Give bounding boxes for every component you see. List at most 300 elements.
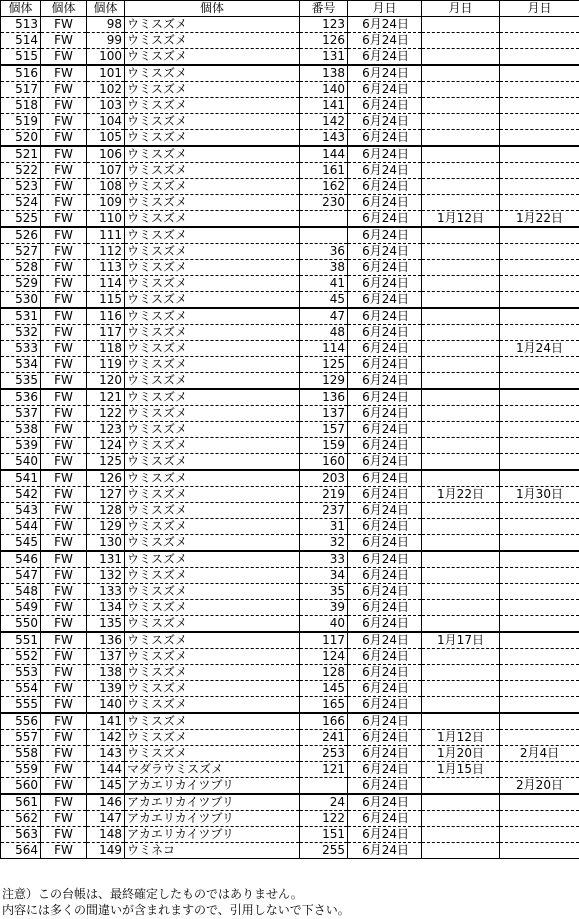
row-date-1: 6月24日: [348, 308, 422, 325]
row-date-1: 6月24日: [348, 114, 422, 130]
row-number: 109: [87, 195, 125, 211]
row-code: FW: [41, 730, 87, 746]
row-code: FW: [41, 292, 87, 309]
row-number: 101: [87, 65, 125, 82]
table-row: [1, 454, 579, 471]
row-date-3: [500, 325, 579, 341]
row-code: FW: [41, 519, 87, 535]
row-date-1: 6月24日: [348, 373, 422, 390]
row-species: ウミスズメ: [125, 211, 300, 228]
row-id: 518: [1, 98, 41, 114]
row-band: 219: [300, 487, 348, 503]
row-id: 527: [1, 244, 41, 260]
row-band: 241: [300, 730, 348, 746]
row-number: 121: [87, 389, 125, 406]
row-id: 554: [1, 681, 41, 697]
row-date-2: [422, 713, 500, 730]
row-code: FW: [41, 632, 87, 649]
row-code: FW: [41, 211, 87, 228]
header-date-3: 月日: [500, 1, 579, 17]
row-date-1: 6月24日: [348, 811, 422, 827]
row-date-3: 1月22日: [500, 211, 579, 228]
row-id: 547: [1, 568, 41, 584]
table-row: [1, 146, 579, 163]
row-band: 151: [300, 827, 348, 843]
row-id: 526: [1, 227, 41, 244]
row-species: ウミスズメ: [125, 146, 300, 163]
row-date-3: [500, 632, 579, 649]
row-number: 141: [87, 713, 125, 730]
row-number: 126: [87, 470, 125, 487]
row-date-3: [500, 260, 579, 276]
row-date-3: [500, 584, 579, 600]
row-species: ウミスズメ: [125, 49, 300, 66]
row-date-3: [500, 730, 579, 746]
table-row: [1, 33, 579, 49]
row-number: 132: [87, 568, 125, 584]
row-id: 563: [1, 827, 41, 843]
row-species: アカエリカイツブリ: [125, 811, 300, 827]
row-date-1: 6月24日: [348, 762, 422, 778]
row-band: 166: [300, 713, 348, 730]
row-id: 560: [1, 778, 41, 795]
row-date-2: [422, 778, 500, 795]
table-row: [1, 551, 579, 568]
row-date-3: [500, 616, 579, 633]
row-band: 40: [300, 616, 348, 633]
row-date-2: [422, 827, 500, 843]
row-band: 162: [300, 179, 348, 195]
table-row: [1, 503, 579, 519]
table-row: [1, 487, 579, 503]
row-code: FW: [41, 600, 87, 616]
row-date-3: [500, 568, 579, 584]
table-row: [1, 778, 579, 795]
row-date-1: 6月24日: [348, 406, 422, 422]
row-band: 36: [300, 244, 348, 260]
row-date-1: 6月24日: [348, 195, 422, 211]
row-number: 140: [87, 697, 125, 714]
row-date-1: 6月24日: [348, 600, 422, 616]
row-id: 539: [1, 438, 41, 454]
row-id: 531: [1, 308, 41, 325]
row-species: ウミネコ: [125, 843, 300, 859]
row-id: 564: [1, 843, 41, 859]
row-number: 102: [87, 82, 125, 98]
row-species: アカエリカイツブリ: [125, 827, 300, 843]
row-date-1: 6月24日: [348, 487, 422, 503]
row-id: 528: [1, 260, 41, 276]
row-band: 117: [300, 632, 348, 649]
row-code: FW: [41, 82, 87, 98]
row-date-2: [422, 551, 500, 568]
row-id: 544: [1, 519, 41, 535]
row-id: 558: [1, 746, 41, 762]
row-number: 138: [87, 665, 125, 681]
row-date-3: [500, 665, 579, 681]
row-date-1: 6月24日: [348, 681, 422, 697]
row-number: 115: [87, 292, 125, 309]
row-date-2: [422, 389, 500, 406]
row-id: 548: [1, 584, 41, 600]
row-date-1: 6月24日: [348, 551, 422, 568]
row-id: 553: [1, 665, 41, 681]
table-row: [1, 762, 579, 778]
row-band: 126: [300, 33, 348, 49]
row-band: 230: [300, 195, 348, 211]
row-code: FW: [41, 470, 87, 487]
row-species: ウミスズメ: [125, 730, 300, 746]
row-date-2: [422, 163, 500, 179]
table-row: [1, 130, 579, 147]
row-date-1: 6月24日: [348, 843, 422, 859]
table-row: [1, 730, 579, 746]
row-date-2: [422, 33, 500, 49]
row-species: ウミスズメ: [125, 179, 300, 195]
header-species: 個体: [125, 1, 300, 17]
row-species: ウミスズメ: [125, 665, 300, 681]
row-code: FW: [41, 811, 87, 827]
row-date-2: [422, 146, 500, 163]
row-species: ウミスズメ: [125, 292, 300, 309]
row-date-2: [422, 82, 500, 98]
row-id: 546: [1, 551, 41, 568]
header-row: [1, 1, 579, 17]
row-species: ウミスズメ: [125, 470, 300, 487]
header-number: 個体: [87, 1, 125, 17]
row-date-2: [422, 357, 500, 373]
row-date-1: 6月24日: [348, 276, 422, 292]
row-date-1: 6月24日: [348, 519, 422, 535]
row-band: 33: [300, 551, 348, 568]
row-species: ウミスズメ: [125, 632, 300, 649]
row-date-3: [500, 827, 579, 843]
row-date-3: 2月20日: [500, 778, 579, 795]
row-date-3: [500, 130, 579, 147]
row-id: 533: [1, 341, 41, 357]
row-species: ウミスズメ: [125, 519, 300, 535]
row-code: FW: [41, 681, 87, 697]
row-date-2: 1月20日: [422, 746, 500, 762]
row-date-3: [500, 649, 579, 665]
row-date-1: 6月24日: [348, 130, 422, 147]
row-species: ウミスズメ: [125, 584, 300, 600]
table-row: [1, 276, 579, 292]
row-code: FW: [41, 827, 87, 843]
row-id: 543: [1, 503, 41, 519]
row-species: ウミスズメ: [125, 600, 300, 616]
row-code: FW: [41, 778, 87, 795]
row-date-2: [422, 195, 500, 211]
row-code: FW: [41, 535, 87, 552]
header-code: 個体: [41, 1, 87, 17]
row-id: 532: [1, 325, 41, 341]
row-date-1: 6月24日: [348, 292, 422, 309]
table-row: [1, 600, 579, 616]
row-species: ウミスズメ: [125, 130, 300, 147]
row-date-3: [500, 357, 579, 373]
row-id: 557: [1, 730, 41, 746]
table-row: [1, 163, 579, 179]
row-date-3: [500, 843, 579, 859]
table-row: [1, 389, 579, 406]
row-species: ウミスズメ: [125, 535, 300, 552]
row-number: 100: [87, 49, 125, 66]
row-id: 545: [1, 535, 41, 552]
row-id: 521: [1, 146, 41, 163]
row-date-1: 6月24日: [348, 746, 422, 762]
row-id: 562: [1, 811, 41, 827]
row-date-1: 6月24日: [348, 341, 422, 357]
row-number: 105: [87, 130, 125, 147]
row-band: 141: [300, 98, 348, 114]
table-row: [1, 794, 579, 811]
row-band: 122: [300, 811, 348, 827]
row-date-2: [422, 260, 500, 276]
row-number: 99: [87, 33, 125, 49]
row-species: ウミスズメ: [125, 163, 300, 179]
row-id: 537: [1, 406, 41, 422]
row-number: 135: [87, 616, 125, 633]
row-date-1: 6月24日: [348, 697, 422, 714]
row-number: 128: [87, 503, 125, 519]
row-number: 130: [87, 535, 125, 552]
row-number: 107: [87, 163, 125, 179]
table-row: [1, 98, 579, 114]
row-species: ウミスズメ: [125, 65, 300, 82]
row-id: 551: [1, 632, 41, 649]
table-row: [1, 227, 579, 244]
row-band: 140: [300, 82, 348, 98]
row-date-3: [500, 697, 579, 714]
row-species: ウミスズメ: [125, 406, 300, 422]
row-band: 137: [300, 406, 348, 422]
row-code: FW: [41, 49, 87, 66]
row-date-1: 6月24日: [348, 454, 422, 471]
row-band: 131: [300, 49, 348, 66]
table-row: [1, 195, 579, 211]
table-row: [1, 406, 579, 422]
row-number: 142: [87, 730, 125, 746]
table-row: [1, 341, 579, 357]
table-row: [1, 665, 579, 681]
row-date-3: [500, 49, 579, 66]
row-code: FW: [41, 276, 87, 292]
row-id: 559: [1, 762, 41, 778]
row-number: 119: [87, 357, 125, 373]
row-id: 515: [1, 49, 41, 66]
row-species: ウミスズメ: [125, 33, 300, 49]
row-code: FW: [41, 584, 87, 600]
row-id: 534: [1, 357, 41, 373]
row-id: 540: [1, 454, 41, 471]
row-band: 24: [300, 794, 348, 811]
row-date-2: [422, 308, 500, 325]
row-date-2: [422, 114, 500, 130]
row-code: FW: [41, 843, 87, 859]
row-band: [300, 211, 348, 228]
row-band: 157: [300, 422, 348, 438]
row-code: FW: [41, 762, 87, 778]
row-species: ウミスズメ: [125, 616, 300, 633]
row-band: 145: [300, 681, 348, 697]
row-band: 39: [300, 600, 348, 616]
row-code: FW: [41, 114, 87, 130]
row-date-3: [500, 600, 579, 616]
table-row: [1, 438, 579, 454]
row-band: 121: [300, 762, 348, 778]
row-date-3: [500, 276, 579, 292]
row-date-3: [500, 503, 579, 519]
row-id: 535: [1, 373, 41, 390]
row-date-1: 6月24日: [348, 649, 422, 665]
row-code: FW: [41, 65, 87, 82]
table-row: [1, 373, 579, 390]
row-id: 529: [1, 276, 41, 292]
row-date-3: [500, 389, 579, 406]
row-id: 522: [1, 163, 41, 179]
row-date-3: [500, 422, 579, 438]
row-species: ウミスズメ: [125, 649, 300, 665]
row-date-3: [500, 713, 579, 730]
row-date-3: [500, 794, 579, 811]
row-date-2: [422, 568, 500, 584]
row-date-2: [422, 811, 500, 827]
row-number: 125: [87, 454, 125, 471]
row-number: 111: [87, 227, 125, 244]
row-date-2: [422, 325, 500, 341]
row-date-1: 6月24日: [348, 584, 422, 600]
row-date-2: 1月22日: [422, 487, 500, 503]
row-date-2: [422, 665, 500, 681]
row-number: 136: [87, 632, 125, 649]
row-species: ウミスズメ: [125, 357, 300, 373]
row-date-2: 1月12日: [422, 211, 500, 228]
row-date-2: 1月15日: [422, 762, 500, 778]
row-date-3: [500, 98, 579, 114]
row-code: FW: [41, 373, 87, 390]
row-id: 549: [1, 600, 41, 616]
row-species: ウミスズメ: [125, 373, 300, 390]
row-date-1: 6月24日: [348, 503, 422, 519]
row-date-2: 1月12日: [422, 730, 500, 746]
row-date-3: [500, 681, 579, 697]
row-code: FW: [41, 551, 87, 568]
table-row: [1, 616, 579, 633]
row-number: 113: [87, 260, 125, 276]
row-date-3: [500, 227, 579, 244]
row-date-1: 6月24日: [348, 146, 422, 163]
table-row: [1, 713, 579, 730]
row-code: FW: [41, 713, 87, 730]
row-number: 144: [87, 762, 125, 778]
row-number: 129: [87, 519, 125, 535]
row-date-2: [422, 130, 500, 147]
row-id: 513: [1, 17, 41, 33]
row-code: FW: [41, 325, 87, 341]
note-line-2: 内容には多くの間違いが含まれますので、引用しないで下さい。: [2, 903, 350, 917]
row-species: ウミスズメ: [125, 697, 300, 714]
row-date-2: [422, 49, 500, 66]
row-band: [300, 778, 348, 795]
row-date-2: [422, 843, 500, 859]
table-row: [1, 519, 579, 535]
row-band: 136: [300, 389, 348, 406]
row-date-3: [500, 519, 579, 535]
row-code: FW: [41, 422, 87, 438]
row-code: FW: [41, 454, 87, 471]
row-code: FW: [41, 146, 87, 163]
row-code: FW: [41, 179, 87, 195]
row-date-2: [422, 519, 500, 535]
row-date-1: 6月24日: [348, 827, 422, 843]
row-date-3: [500, 65, 579, 82]
row-code: FW: [41, 697, 87, 714]
row-band: 47: [300, 308, 348, 325]
row-band: 114: [300, 341, 348, 357]
row-band: 203: [300, 470, 348, 487]
row-date-1: 6月24日: [348, 65, 422, 82]
header-date-2: 月日: [422, 1, 500, 17]
row-code: FW: [41, 568, 87, 584]
table-row: [1, 535, 579, 552]
row-band: 144: [300, 146, 348, 163]
row-number: 146: [87, 794, 125, 811]
row-band: 129: [300, 373, 348, 390]
row-date-2: [422, 422, 500, 438]
note-line-1: 注意）この台帳は、最終確定したものではありません。: [2, 887, 303, 901]
row-date-1: 6月24日: [348, 163, 422, 179]
row-species: ウミスズメ: [125, 17, 300, 33]
row-date-2: [422, 17, 500, 33]
row-date-2: [422, 470, 500, 487]
row-band: 32: [300, 535, 348, 552]
row-id: 525: [1, 211, 41, 228]
row-band: 143: [300, 130, 348, 147]
row-date-1: 6月24日: [348, 33, 422, 49]
row-species: ウミスズメ: [125, 438, 300, 454]
row-species: ウミスズメ: [125, 422, 300, 438]
row-number: 116: [87, 308, 125, 325]
row-species: ウミスズメ: [125, 681, 300, 697]
row-number: 137: [87, 649, 125, 665]
row-number: 117: [87, 325, 125, 341]
row-band: 125: [300, 357, 348, 373]
row-number: 118: [87, 341, 125, 357]
row-band: 237: [300, 503, 348, 519]
row-code: FW: [41, 746, 87, 762]
row-date-1: 6月24日: [348, 632, 422, 649]
row-date-3: [500, 535, 579, 552]
row-date-1: 6月24日: [348, 568, 422, 584]
row-code: FW: [41, 130, 87, 147]
row-date-3: 2月4日: [500, 746, 579, 762]
row-date-2: [422, 616, 500, 633]
row-date-3: [500, 114, 579, 130]
row-number: 120: [87, 373, 125, 390]
row-date-2: [422, 227, 500, 244]
row-date-1: 6月24日: [348, 98, 422, 114]
row-date-1: 6月24日: [348, 357, 422, 373]
table-row: [1, 422, 579, 438]
row-date-3: [500, 292, 579, 309]
row-date-3: [500, 762, 579, 778]
row-species: ウミスズメ: [125, 114, 300, 130]
table-row: [1, 260, 579, 276]
row-id: 519: [1, 114, 41, 130]
row-code: FW: [41, 98, 87, 114]
row-species: ウミスズメ: [125, 713, 300, 730]
